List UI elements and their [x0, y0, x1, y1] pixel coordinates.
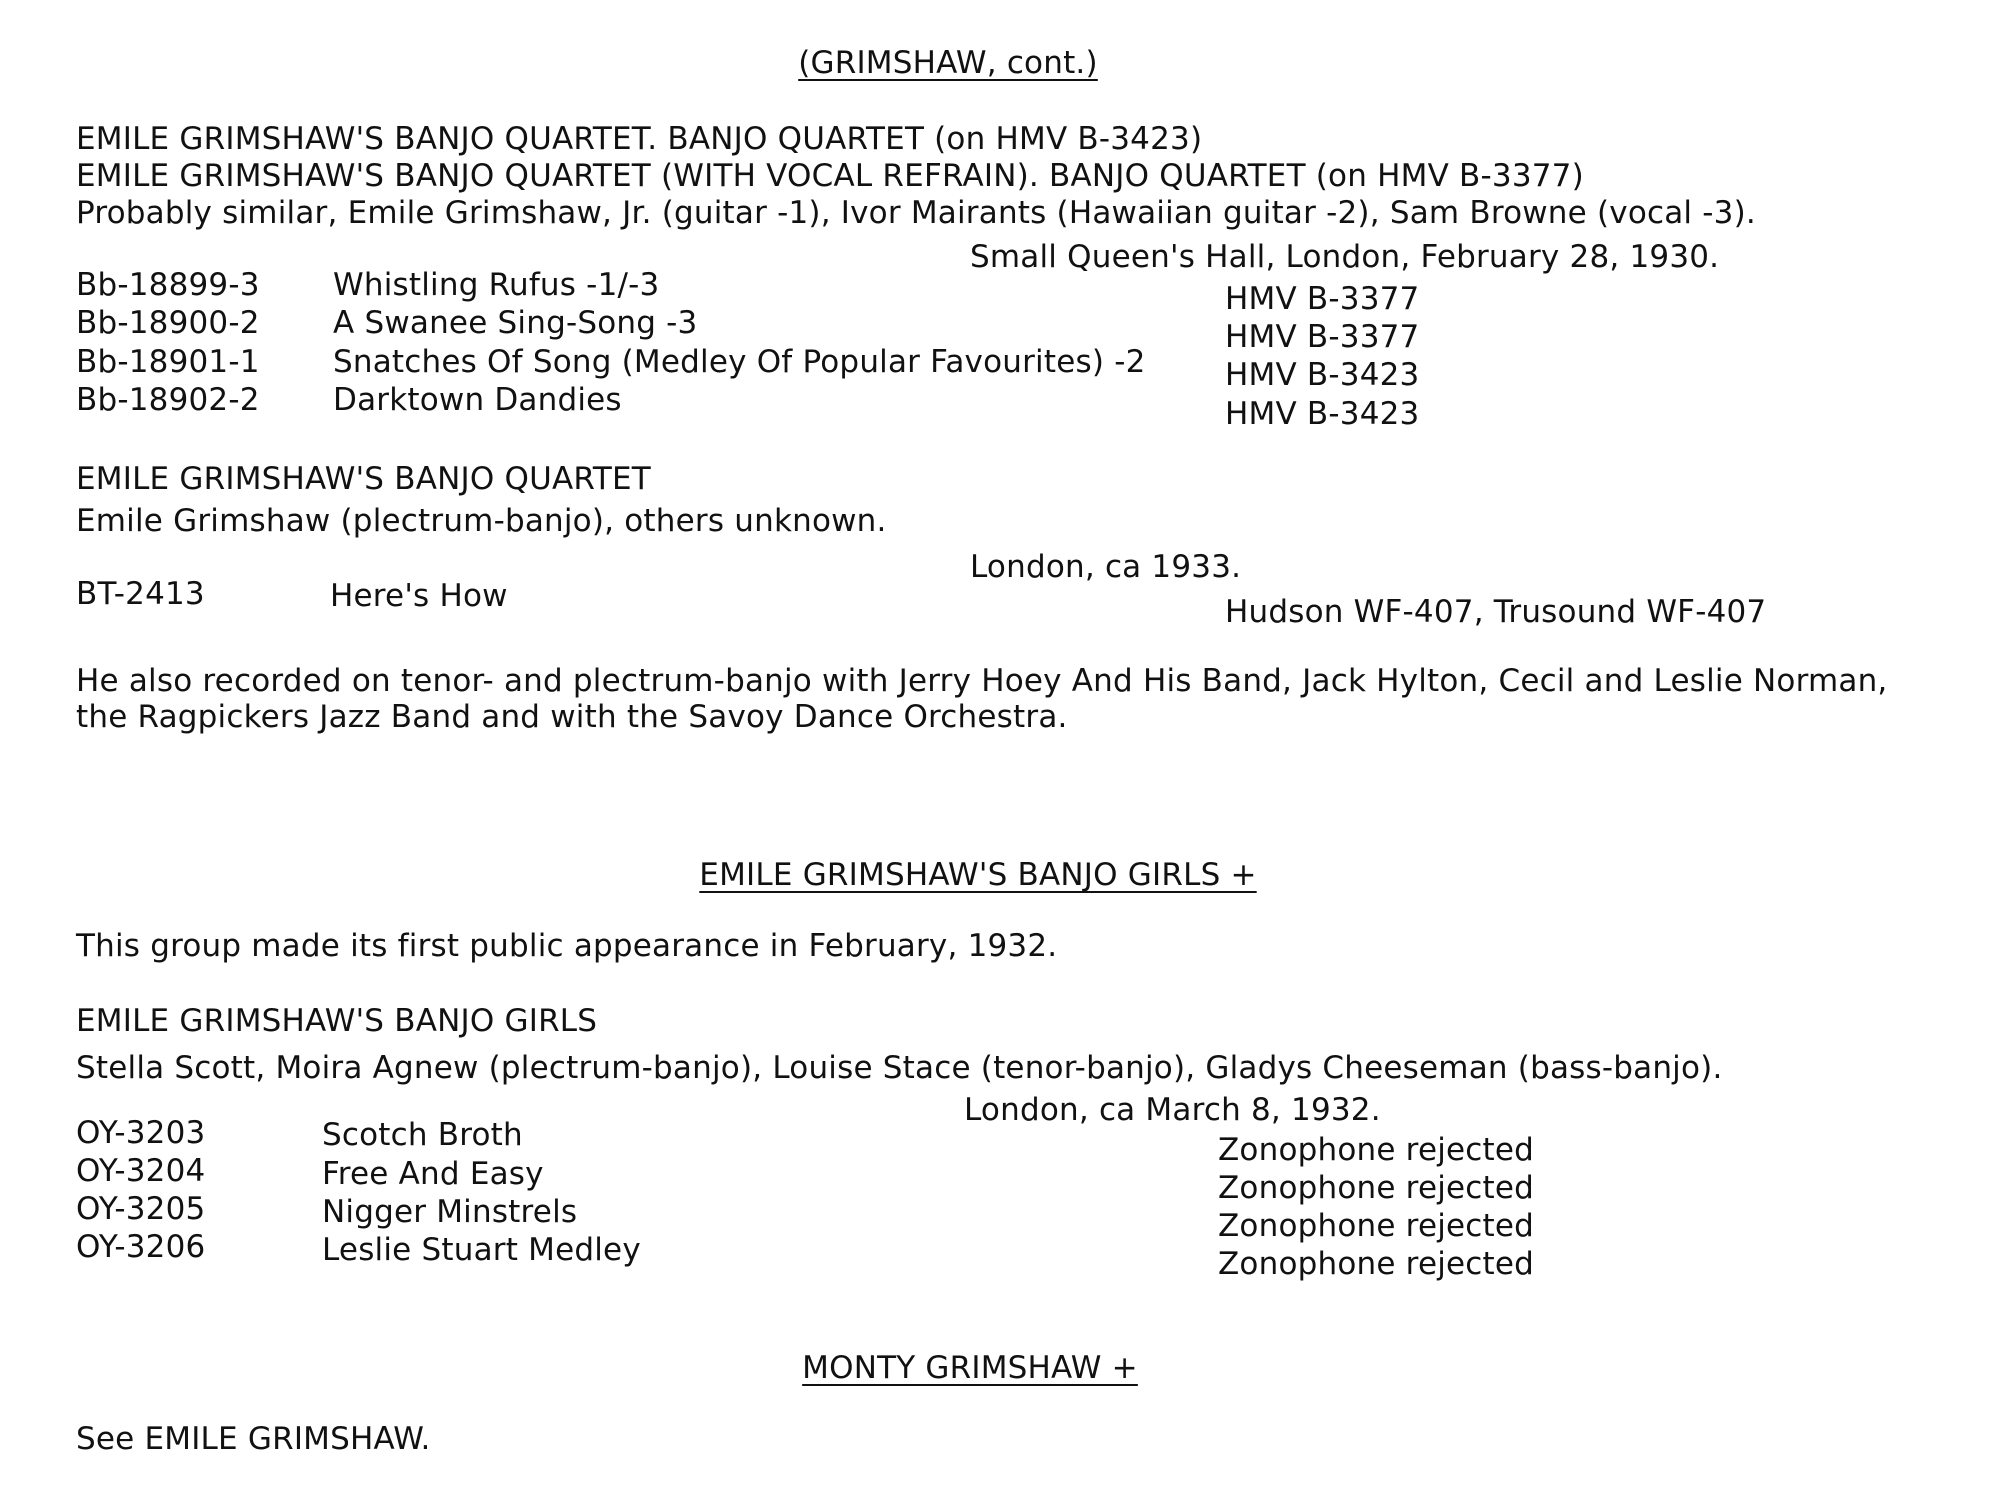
issue-label: HMV B-3423 [1225, 396, 1420, 432]
quartet-personnel: Probably similar, Emile Grimshaw, Jr. (guitar -1), Ivor Mairants (Hawaiian guitar -2), Sam Browne (vocal -3). [76, 195, 1756, 231]
quartet-title-line-1: EMILE GRIMSHAW'S BANJO QUARTET. BANJO QUARTET (on HMV B-3423) [76, 121, 1203, 157]
matrix-number: OY-3204 [76, 1153, 206, 1189]
note-line-2: the Ragpickers Jazz Band and with the Savoy Dance Orchestra. [76, 699, 1068, 735]
track-title: Free And Easy [322, 1156, 544, 1192]
track-title: Nigger Minstrels [322, 1194, 578, 1230]
issue-label: HMV B-3423 [1225, 357, 1420, 393]
issue-label: HMV B-3377 [1225, 319, 1420, 355]
track-title: Here's How [330, 578, 508, 614]
matrix-number: OY-3203 [76, 1115, 206, 1151]
issue-label: Zonophone rejected [1218, 1170, 1535, 1206]
quartet-title-line-2: EMILE GRIMSHAW'S BANJO QUARTET (WITH VOCAL REFRAIN). BANJO QUARTET (on HMV B-3377) [76, 158, 1584, 194]
page-heading: (GRIMSHAW, cont.) [798, 45, 1098, 81]
note-line-1: He also recorded on tenor- and plectrum-banjo with Jerry Hoey And His Band, Jack Hylton, Cecil and Leslie Norman, [76, 663, 1888, 699]
banjo-girls-intro: This group made its first public appearance in February, 1932. [76, 928, 1058, 964]
quartet-session-info: Small Queen's Hall, London, February 28, 1930. [970, 239, 1720, 275]
track-title: Whistling Rufus -1/-3 [333, 267, 660, 303]
banjo-girls-session-info: London, ca March 8, 1932. [964, 1092, 1381, 1128]
matrix-number: OY-3205 [76, 1191, 206, 1227]
quartet-1933-session-info: London, ca 1933. [970, 549, 1242, 585]
section-heading-banjo-girls: EMILE GRIMSHAW'S BANJO GIRLS + [699, 857, 1257, 893]
matrix-number: BT-2413 [76, 576, 205, 612]
issue-label: Hudson WF-407, Trusound WF-407 [1225, 594, 1767, 630]
banjo-girls-title: EMILE GRIMSHAW'S BANJO GIRLS [76, 1003, 598, 1039]
track-title: A Swanee Sing-Song -3 [333, 305, 698, 341]
section-heading-monty-grimshaw: MONTY GRIMSHAW + [802, 1350, 1138, 1386]
matrix-number: Bb-18901-1 [76, 344, 260, 380]
matrix-number: Bb-18899-3 [76, 267, 260, 303]
quartet-1933-title: EMILE GRIMSHAW'S BANJO QUARTET [76, 461, 651, 497]
monty-see-reference: See EMILE GRIMSHAW. [76, 1421, 431, 1457]
track-title: Snatches Of Song (Medley Of Popular Favourites) -2 [333, 344, 1146, 380]
matrix-number: OY-3206 [76, 1229, 206, 1265]
issue-label: Zonophone rejected [1218, 1246, 1535, 1282]
issue-label: Zonophone rejected [1218, 1208, 1535, 1244]
track-title: Leslie Stuart Medley [322, 1232, 641, 1268]
issue-label: Zonophone rejected [1218, 1132, 1535, 1168]
matrix-number: Bb-18902-2 [76, 382, 260, 418]
quartet-1933-personnel: Emile Grimshaw (plectrum-banjo), others unknown. [76, 503, 887, 539]
banjo-girls-personnel: Stella Scott, Moira Agnew (plectrum-banjo), Louise Stace (tenor-banjo), Gladys Cheeseman (bass-banjo). [76, 1050, 1723, 1086]
track-title: Darktown Dandies [333, 382, 622, 418]
track-title: Scotch Broth [322, 1117, 523, 1153]
matrix-number: Bb-18900-2 [76, 305, 260, 341]
issue-label: HMV B-3377 [1225, 281, 1420, 317]
